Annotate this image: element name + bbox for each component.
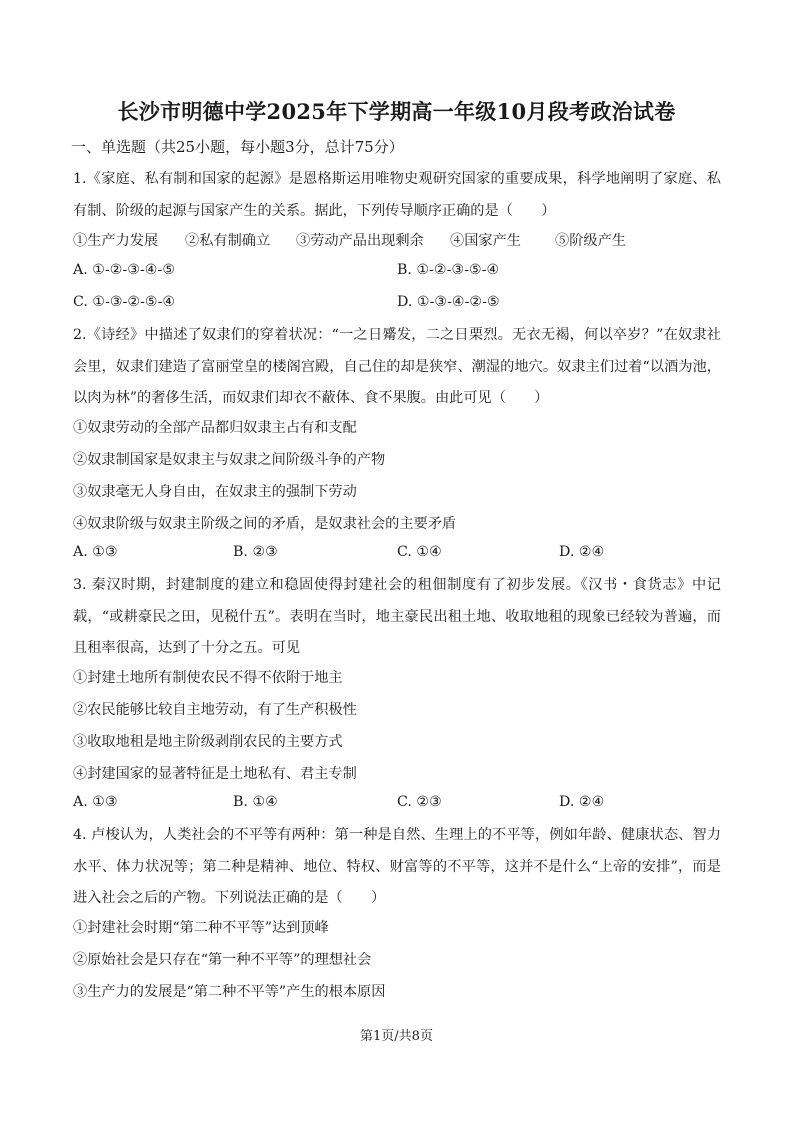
q3-item-4: ④封建国家的显著特征是土地私有、君主专制	[73, 766, 357, 782]
q2-option-c[interactable]: C. ①④	[397, 544, 442, 560]
page-number: 第1页/共8页	[360, 1029, 433, 1044]
q2-item-2: ②奴隶制国家是奴隶主与奴隶之间阶级斗争的产物	[73, 452, 386, 468]
q2-item-1: ①奴隶劳动的全部产品都归奴隶主占有和支配	[73, 420, 357, 436]
q4-item-1: ①封建社会时期“第二种不平等”达到顶峰	[73, 920, 329, 936]
q1-option-a[interactable]: A. ①-②-③-④-⑤	[73, 262, 176, 278]
q1-option-d[interactable]: D. ①-③-④-②-⑤	[397, 294, 500, 310]
page-title: 长沙市明德中学2025年下学期高一年级10月段考政治试卷	[117, 99, 676, 124]
q3-item-3: ③收取地租是地主阶级剥削农民的主要方式	[73, 734, 343, 750]
q1-option-c[interactable]: C. ①-③-②-⑤-④	[73, 294, 176, 310]
q3-option-b[interactable]: B. ①④	[233, 794, 278, 810]
question-4-stem: 4. 卢梭认为，人类社会的不平等有两种：第一种是自然、生理上的不平等，例如年龄、健康状态、智力水平、体力状况等；第二种是精神、地位、特权、财富等的不平等，这并不是什么“上帝的安排”，而是进入社会之后的产物。下列说法正确的是（ ）	[73, 827, 721, 907]
q1-item-1: ①生产力发展	[73, 233, 159, 249]
q2-option-b[interactable]: B. ②③	[233, 544, 278, 560]
section-header: 一、单选题（共25小题，每小题3分，总计75分）	[71, 138, 404, 156]
question-1-stem: 1.《家庭、私有制和国家的起源》是恩格斯运用唯物史观研究国家的重要成果，科学地阐明了家庭、私有制、阶级的起源与国家产生的关系。据此，下列传导顺序正确的是（ ）	[73, 171, 721, 219]
q1-item-2: ②私有制确立	[185, 233, 271, 249]
q4-item-2: ②原始社会是只存在“第一种不平等”的理想社会	[73, 952, 372, 968]
q1-item-4: ④国家产生	[450, 233, 521, 249]
q3-item-2: ②农民能够比较自主地劳动，有了生产积极性	[73, 702, 357, 718]
q3-item-1: ①封建土地所有制使农民不得不依附于地主	[73, 670, 343, 686]
q2-item-3: ③奴隶毫无人身自由，在奴隶主的强制下劳动	[73, 484, 357, 500]
q3-option-c[interactable]: C. ②③	[397, 794, 442, 810]
question-3-stem: 3. 秦汉时期，封建制度的建立和稳固使得封建社会的租佃制度有了初步发展。《汉书・食货志》中记载，“或耕豪民之田，见税什五”。表明在当时，地主豪民出租土地、收取地租的现象已经较为普遍，而且租率很高，达到了十分之五。可见	[73, 577, 721, 657]
q1-item-3: ③劳动产品出现剩余	[296, 233, 424, 249]
q1-option-b[interactable]: B. ①-②-③-⑤-④	[397, 262, 500, 278]
q2-item-4: ④奴隶阶级与奴隶主阶级之间的矛盾，是奴隶社会的主要矛盾	[73, 516, 457, 532]
q4-item-3: ③生产力的发展是“第二种不平等”产生的根本原因	[73, 984, 386, 1000]
q2-option-d[interactable]: D. ②④	[559, 544, 605, 560]
q3-option-a[interactable]: A. ①③	[73, 794, 118, 810]
question-2-stem: 2.《诗经》中描述了奴隶们的穿着状况：“一之日觱发，二之日栗烈。无衣无褐，何以卒岁？”在奴隶社会里，奴隶们建造了富丽堂皇的楼阁宫殿，自己住的却是狭窄、潮湿的地穴。奴隶主们过着“以酒为池，以肉为林”的奢侈生活，而奴隶们却衣不蔽体、食不果腹。由此可见（ ）	[73, 327, 721, 407]
q3-option-d[interactable]: D. ②④	[559, 794, 605, 810]
q1-item-5: ⑤阶级产生	[555, 233, 626, 249]
q2-option-a[interactable]: A. ①③	[73, 544, 118, 560]
